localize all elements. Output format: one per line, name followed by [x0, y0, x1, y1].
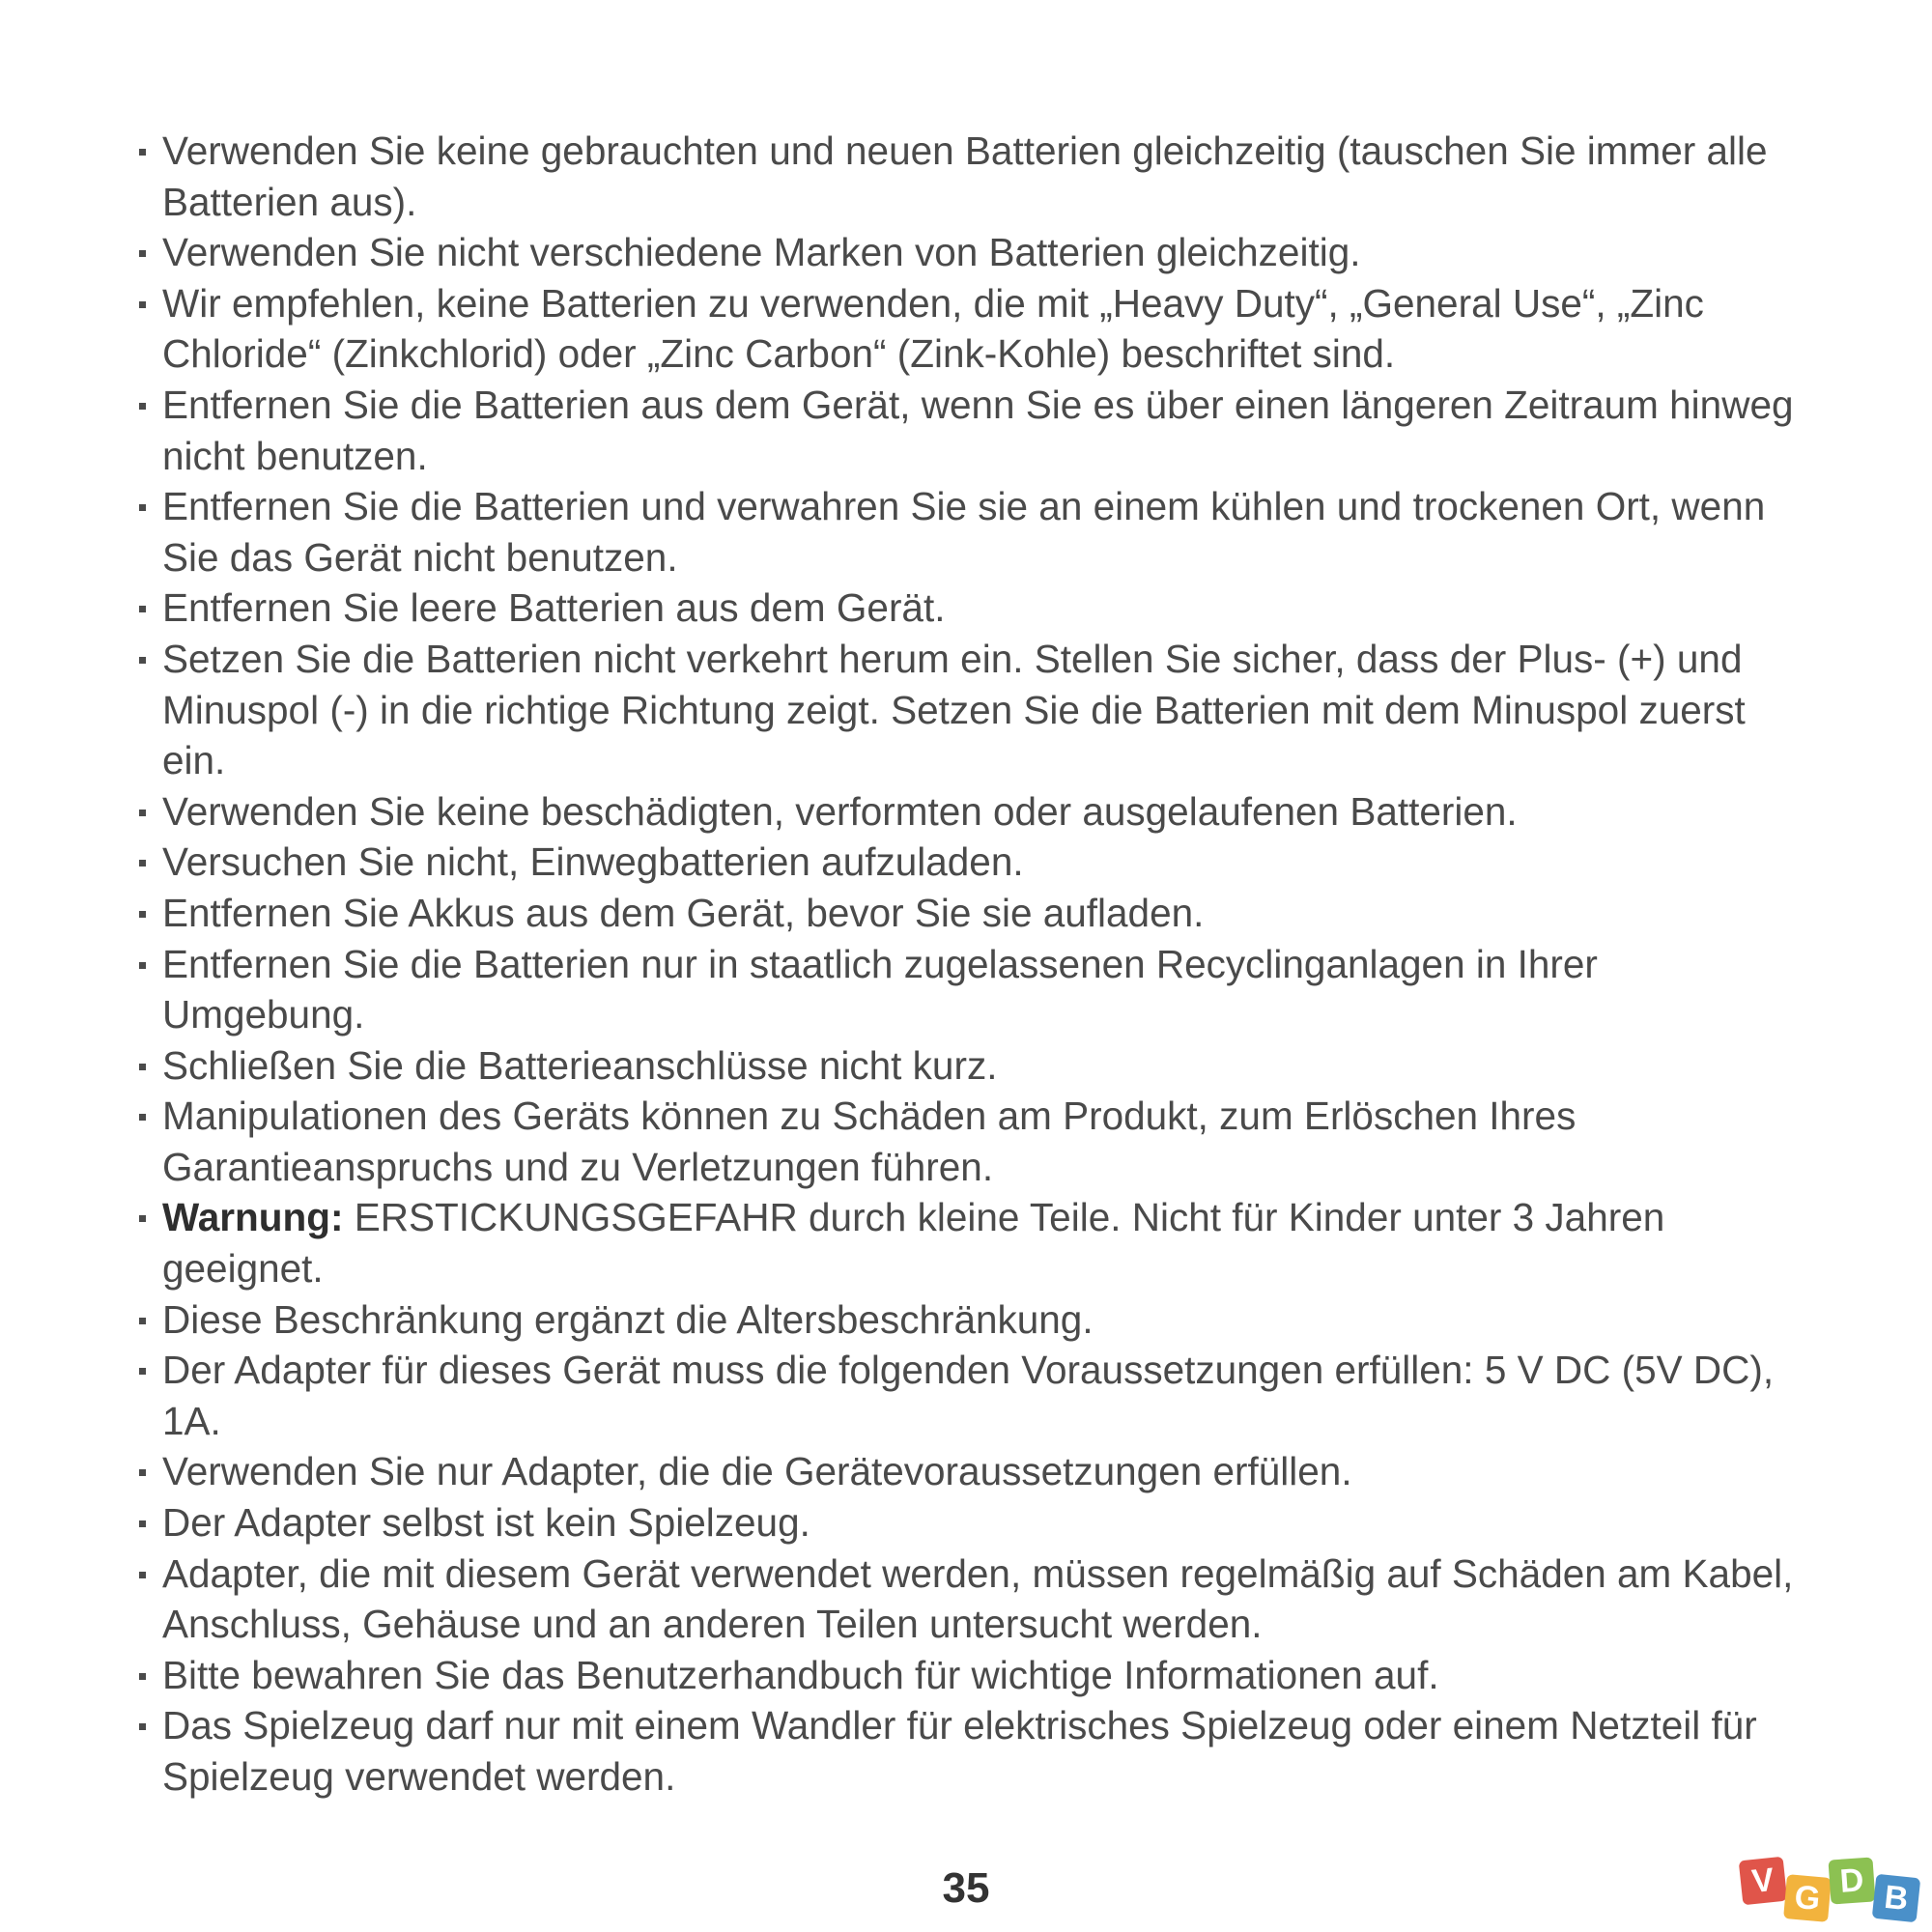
list-item-text: Entfernen Sie Akkus aus dem Gerät, bevor Sie sie aufladen. — [162, 890, 1205, 935]
list-item-text: Entfernen Sie die Batterien aus dem Gerät, wenn Sie es über einen längeren Zeitraum hinweg nicht benutzen. — [162, 382, 1794, 478]
list-item-text: Bitte bewahren Sie das Benutzerhandbuch für wichtige Informationen auf. — [162, 1652, 1439, 1697]
logo-tile-d: D — [1828, 1857, 1875, 1904]
list-item — [135, 1548, 1797, 1650]
list-item — [135, 1091, 1797, 1192]
list-item-text: Versuchen Sie nicht, Einwegbatterien aufzuladen. — [162, 839, 1024, 885]
list-item-text: Setzen Sie die Batterien nicht verkehrt herum ein. Stellen Sie sicher, dass der Plus- (+) und Minuspol (-) in die richtige Richtung zeigt. Setzen Sie die Batterien mit dem Minuspol zuerst ein. — [162, 636, 1746, 783]
list-item-text: Entfernen Sie die Batterien und verwahren Sie sie an einem kühlen und trockenen Ort, wenn Sie das Gerät nicht benutzen. — [162, 484, 1766, 580]
list-item-text: ERSTICKUNGSGEFAHR durch kleine Teile. Nicht für Kinder unter 3 Jahren geeignet. — [162, 1195, 1665, 1292]
list-item-text: Verwenden Sie nicht verschiedene Marken von Batterien gleichzeitig. — [162, 230, 1361, 275]
logo-tile-v: V — [1739, 1857, 1788, 1906]
list-item — [135, 481, 1797, 582]
list-item — [135, 1345, 1797, 1446]
list-item — [135, 1446, 1797, 1497]
list-item-text: Diese Beschränkung ergänzt die Altersbeschränkung. — [162, 1296, 1094, 1342]
list-item-text: Verwenden Sie keine gebrauchten und neuen Batterien gleichzeitig (tauschen Sie immer alle Batterien aus). — [162, 128, 1768, 224]
list-item-text: Schließen Sie die Batterieanschlüsse nicht kurz. — [162, 1042, 998, 1088]
list-item — [135, 582, 1797, 634]
list-item — [135, 1294, 1797, 1346]
list-item — [135, 634, 1797, 786]
list-item — [135, 1497, 1797, 1548]
list-item — [135, 786, 1797, 838]
list-item-text: Entfernen Sie die Batterien nur in staatlich zugelassenen Recyclinganlagen in Ihrer Umgebung. — [162, 941, 1598, 1037]
page-number: 35 — [942, 1864, 990, 1912]
list-item-text: Verwenden Sie keine beschädigten, verformten oder ausgelaufenen Batterien. — [162, 788, 1518, 834]
list-item — [135, 837, 1797, 888]
logo-tile-g: G — [1783, 1874, 1832, 1922]
safety-instructions-list — [135, 126, 1797, 1803]
list-item-warning — [135, 1192, 1797, 1293]
list-item — [135, 380, 1797, 481]
list-item-text: Der Adapter für dieses Gerät muss die folgenden Voraussetzungen erfüllen: 5 V DC (5V DC), 1A. — [162, 1348, 1775, 1443]
list-item-text: Entfernen Sie leere Batterien aus dem Gerät. — [162, 585, 946, 631]
list-item — [135, 278, 1797, 380]
list-item-text: Verwenden Sie nur Adapter, die die Gerätevoraussetzungen erfüllen. — [162, 1449, 1352, 1494]
logo-tile-b: B — [1872, 1874, 1921, 1923]
list-item — [135, 888, 1797, 939]
list-item-text: Der Adapter selbst ist kein Spielzeug. — [162, 1500, 810, 1546]
list-item-text: Adapter, die mit diesem Gerät verwendet werden, müssen regelmäßig auf Schäden am Kabel, Anschluss, Gehäuse und an anderen Teilen untersucht werden. — [162, 1550, 1794, 1647]
list-item — [135, 1040, 1797, 1092]
list-item — [135, 939, 1797, 1040]
list-item — [135, 1650, 1797, 1701]
vgdb-logo — [1737, 1855, 1930, 1932]
list-item — [135, 227, 1797, 278]
list-item-text: Das Spielzeug darf nur mit einem Wandler für elektrisches Spielzeug oder einem Netzteil für Spielzeug verwendet werden. — [162, 1703, 1757, 1799]
list-item-text: Wir empfehlen, keine Batterien zu verwenden, die mit „Heavy Duty“, „General Use“, „Zinc Chloride“ (Zinkchlorid) oder „Zinc Carbon“ (Zink-Kohle) beschriftet sind. — [162, 280, 1704, 377]
list-item — [135, 1700, 1797, 1802]
list-item — [135, 126, 1797, 227]
list-item-text: Manipulationen des Geräts können zu Schäden am Produkt, zum Erlöschen Ihres Garantieanspruchs und zu Verletzungen führen. — [162, 1094, 1577, 1189]
warning-label: Warnung: — [162, 1195, 344, 1240]
